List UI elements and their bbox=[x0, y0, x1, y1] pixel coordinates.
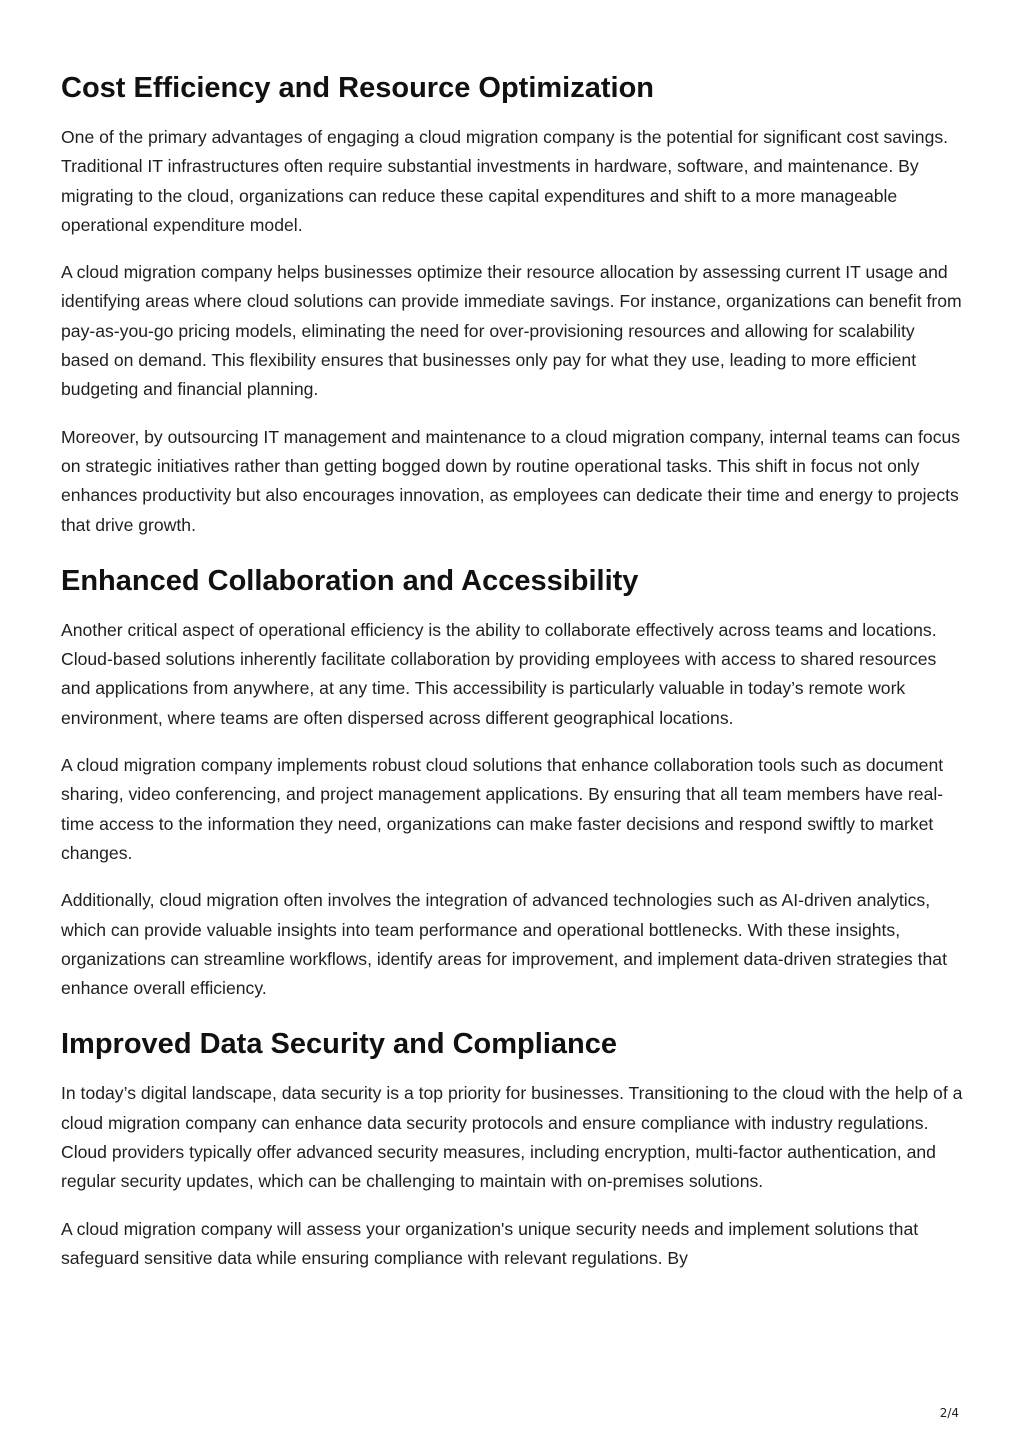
document-page bbox=[61, 66, 966, 1273]
page-number: 2/4 bbox=[939, 1406, 959, 1420]
section-heading-collaboration: Enhanced Collaboration and Accessibility bbox=[61, 564, 639, 597]
section-heading-cost-efficiency: Cost Efficiency and Resource Optimization bbox=[61, 72, 654, 104]
paragraph: In today’s digital landscape, data security is a top priority for businesses. Transitioning to the cloud with the help of a cloud migration company can enhance data security protocols and ensure compliance with industry regulations. Cloud providers typically offer advanced security measures, including encryption, multi-factor authentication, and regular security updates, which can be challenging to maintain with on-premises solutions. bbox=[61, 1083, 963, 1192]
paragraph: A cloud migration company implements robust cloud solutions that enhance collaboration tools such as document sharing, video conferencing, and project management applications. By ensuring that all team members have real-time access to the information they need, organizations can make faster decisions and respond swiftly to market changes. bbox=[61, 755, 944, 863]
paragraph: A cloud migration company helps businesses optimize their resource allocation by assessing current IT usage and identifying areas where cloud solutions can provide immediate savings. For instance, organizations can benefit from pay-as-you-go pricing models, eliminating the need for over-provisioning resources and allowing for scalability based on demand. This flexibility ensures that businesses only pay for what they use, leading to more efficient budgeting and financial planning. bbox=[61, 262, 962, 400]
paragraph: Additionally, cloud migration often involves the integration of advanced technologies such as AI-driven analytics, which can provide valuable insights into team performance and operational bottlenecks. With these insights, organizations can streamline workflows, identify areas for improvement, and implement data-driven strategies that enhance overall efficiency. bbox=[61, 890, 947, 999]
section-heading-data-security: Improved Data Security and Compliance bbox=[61, 1028, 617, 1061]
paragraph: One of the primary advantages of engaging a cloud migration company is the potential for significant cost savings. Traditional IT infrastructures often require substantial investments in hardware, software, and maintenance. By migrating to the cloud, organizations can reduce these capital expenditures and shift to a more manageable operational expenditure model. bbox=[61, 127, 949, 235]
paragraph: A cloud migration company will assess your organization's unique security needs and implement solutions that safeguard sensitive data while ensuring compliance with relevant regulations. By bbox=[61, 1218, 919, 1268]
paragraph: Another critical aspect of operational efficiency is the ability to collaborate effectively across teams and locations. Cloud-based solutions inherently facilitate collaboration by providing employees with access to shared resources and applications from anywhere, at any time. This accessibility is particularly valuable in today’s remote work environment, where teams are often dispersed across different geographical locations. bbox=[61, 619, 937, 728]
paragraph: Moreover, by outsourcing IT management and maintenance to a cloud migration company, internal teams can focus on strategic initiatives rather than getting bogged down by routine operational tasks. This shift in focus not only enhances productivity but also encourages innovation, as employees can dedicate their time and energy to projects that drive growth. bbox=[61, 426, 961, 535]
